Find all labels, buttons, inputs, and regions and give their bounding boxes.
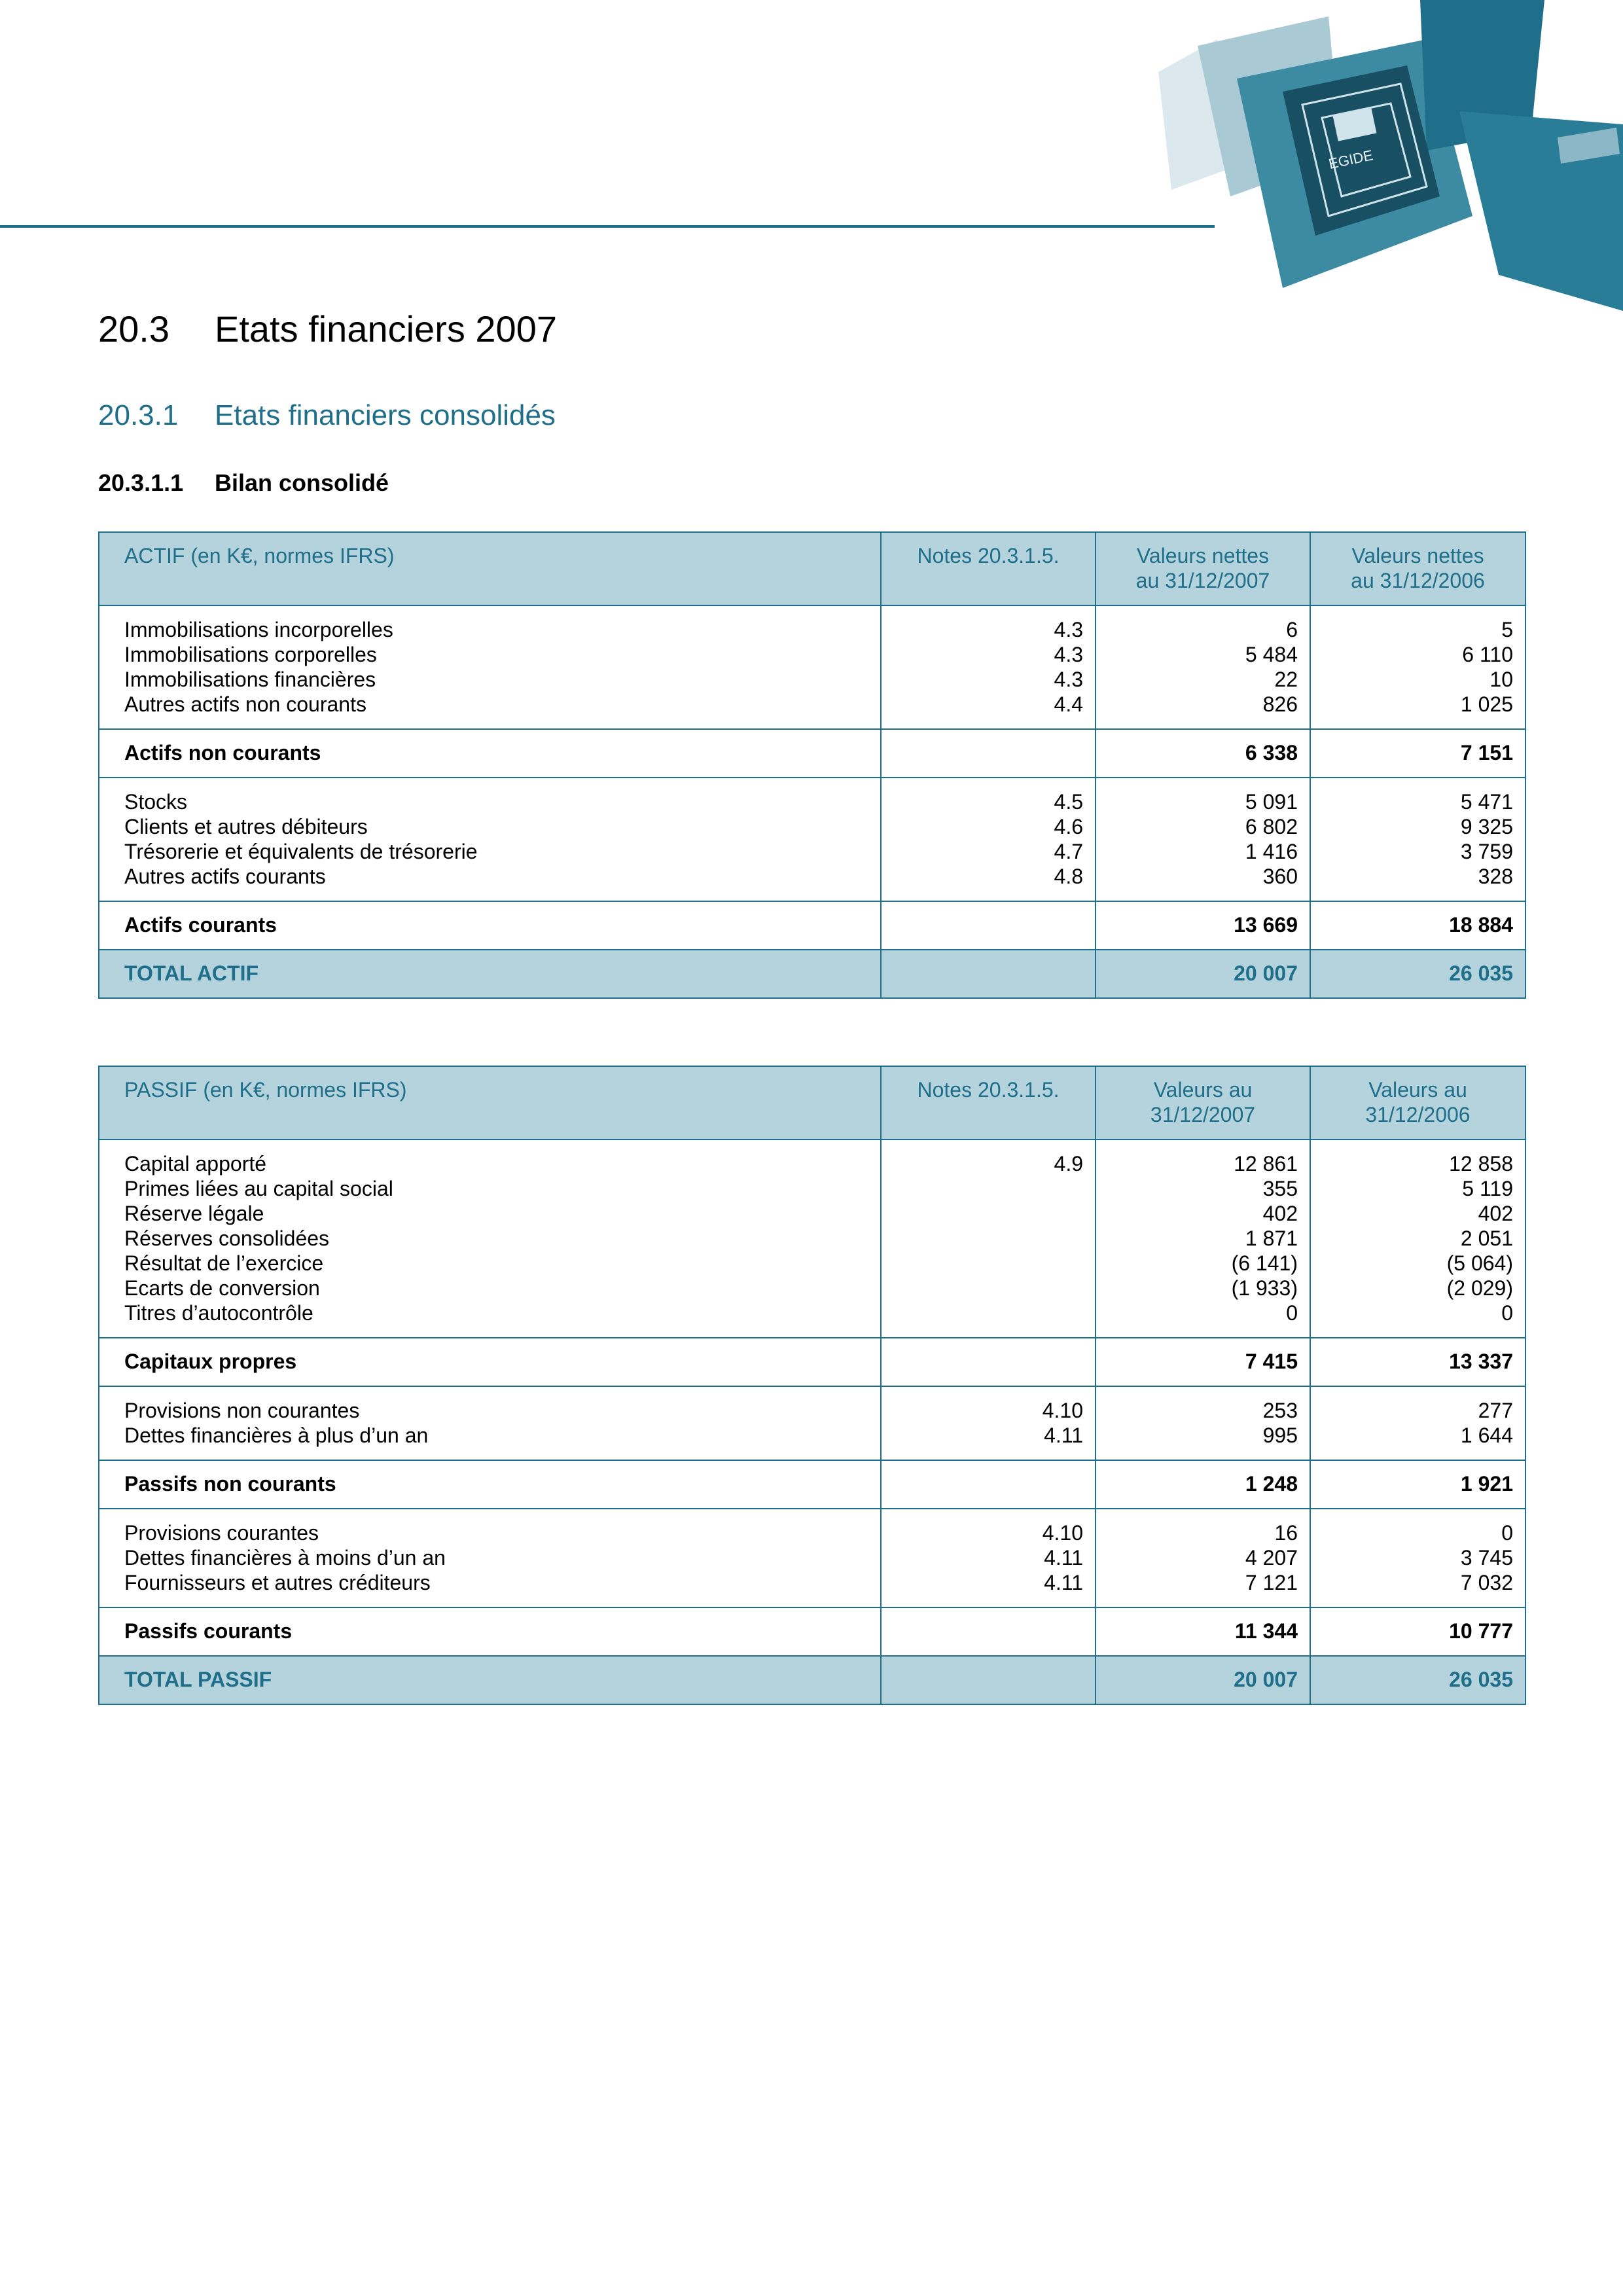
passif-group-2 xyxy=(99,1386,1525,1460)
passif-group-1-notes-cell xyxy=(881,1139,1096,1338)
actif-header-row xyxy=(99,532,1525,605)
subtotal-notes xyxy=(881,901,1096,950)
actif-header-2006: Valeurs nettes au 31/12/2006 xyxy=(1310,532,1525,605)
section-number: 20.3 xyxy=(98,308,169,350)
table-cell: 10 xyxy=(1489,668,1513,691)
table-cell: 5 119 xyxy=(1462,1177,1513,1200)
subtotal-label: Capitaux propres xyxy=(99,1338,881,1386)
section-heading-20-3-1 xyxy=(98,399,556,432)
table-cell: 4.9 xyxy=(1054,1152,1083,1175)
table-cell: Résultat de l’exercice xyxy=(124,1251,324,1275)
passif-group-1-label-cell xyxy=(99,1139,881,1338)
total-value-2006: 26 035 xyxy=(1310,1656,1525,1704)
table-cell: 2 051 xyxy=(1460,1227,1513,1250)
table-cell: 402 xyxy=(1262,1202,1298,1225)
actif-group-1-notes-cell xyxy=(881,605,1096,729)
table-cell: 6 110 xyxy=(1462,643,1513,666)
passif-table xyxy=(98,1066,1526,1705)
passif-subtotal-row xyxy=(99,1460,1525,1509)
table-cell: 328 xyxy=(1478,865,1513,888)
table-cell: 4.10 xyxy=(1042,1521,1083,1545)
table-cell: 277 xyxy=(1478,1399,1513,1422)
subtotal-value-2006: 7 151 xyxy=(1310,729,1525,778)
passif-group-3 xyxy=(99,1509,1525,1607)
table-cell: 12 861 xyxy=(1234,1152,1298,1175)
table-cell: 3 745 xyxy=(1460,1546,1513,1570)
table-cell: 4.7 xyxy=(1054,840,1083,863)
table-cell: 0 xyxy=(1286,1301,1298,1325)
actif-group-2 xyxy=(99,778,1525,901)
table-cell: 4.10 xyxy=(1042,1399,1083,1422)
subtotal-notes xyxy=(881,729,1096,778)
table-cell: Primes liées au capital social xyxy=(124,1177,393,1200)
table-cell: 5 471 xyxy=(1460,790,1513,814)
total-value-2007: 20 007 xyxy=(1096,1656,1310,1704)
passif-group-2-notes-cell xyxy=(881,1386,1096,1460)
section-heading-20-3-1-1 xyxy=(98,469,389,497)
table-cell: Provisions non courantes xyxy=(124,1399,360,1422)
actif-total-row xyxy=(99,950,1525,998)
subtotal-value-2006: 1 921 xyxy=(1310,1460,1525,1509)
table-cell: Stocks xyxy=(124,790,188,814)
table-cell: 4.3 xyxy=(1054,668,1083,691)
table-cell: 4.6 xyxy=(1054,815,1083,838)
actif-group-1-value-2007-cell xyxy=(1096,605,1310,729)
passif-group-3-value-2006-cell xyxy=(1310,1509,1525,1607)
subtotal-label: Actifs non courants xyxy=(99,729,881,778)
table-cell: 1 871 xyxy=(1245,1227,1298,1250)
total-value-2006: 26 035 xyxy=(1310,950,1525,998)
table-cell: 7 032 xyxy=(1460,1571,1513,1594)
table-cell: 9 325 xyxy=(1460,815,1513,838)
table-cell: Ecarts de conversion xyxy=(124,1276,320,1300)
passif-group-3-value-2007-cell xyxy=(1096,1509,1310,1607)
total-notes xyxy=(881,950,1096,998)
subtotal-notes xyxy=(881,1460,1096,1509)
table-cell xyxy=(882,1276,1083,1300)
table-cell: 826 xyxy=(1262,692,1298,716)
table-cell: 1 416 xyxy=(1245,840,1298,863)
actif-subtotal-row xyxy=(99,729,1525,778)
table-cell: 3 759 xyxy=(1460,840,1513,863)
table-cell: Autres actifs courants xyxy=(124,865,326,888)
passif-group-3-notes-cell xyxy=(881,1509,1096,1607)
table-cell: (6 141) xyxy=(1231,1251,1298,1275)
section-heading-20-3 xyxy=(98,308,557,350)
subtotal-value-2007: 6 338 xyxy=(1096,729,1310,778)
table-cell: Immobilisations corporelles xyxy=(124,643,377,666)
table-cell: 4.8 xyxy=(1054,865,1083,888)
actif-subtotal-row xyxy=(99,901,1525,950)
passif-group-2-label-cell xyxy=(99,1386,881,1460)
section-title: Etats financiers 2007 xyxy=(215,308,557,350)
total-value-2007: 20 007 xyxy=(1096,950,1310,998)
total-label: TOTAL ACTIF xyxy=(99,950,881,998)
actif-header-label: ACTIF (en K€, normes IFRS) xyxy=(99,532,881,605)
subtotal-value-2006: 13 337 xyxy=(1310,1338,1525,1386)
table-cell: Réserve légale xyxy=(124,1202,264,1225)
actif-group-1-value-2006-cell xyxy=(1310,605,1525,729)
subsection-title: Etats financiers consolidés xyxy=(215,399,556,431)
table-cell: 4.4 xyxy=(1054,692,1083,716)
table-cell: 6 802 xyxy=(1245,815,1298,838)
passif-header-2007: Valeurs au 31/12/2007 xyxy=(1096,1066,1310,1139)
banner-logo-text: EGIDE xyxy=(1327,147,1375,172)
table-cell: 4 207 xyxy=(1245,1546,1298,1570)
table-cell: 4.11 xyxy=(1044,1424,1083,1447)
table-cell: 355 xyxy=(1262,1177,1298,1200)
passif-group-3-label-cell xyxy=(99,1509,881,1607)
passif-total-row xyxy=(99,1656,1525,1704)
passif-group-1-value-2006-cell xyxy=(1310,1139,1525,1338)
subtotal-value-2006: 10 777 xyxy=(1310,1607,1525,1656)
actif-group-1-label-cell xyxy=(99,605,881,729)
total-notes xyxy=(881,1656,1096,1704)
actif-group-2-value-2007-cell xyxy=(1096,778,1310,901)
subsection-number: 20.3.1 xyxy=(98,399,179,431)
subtotal-value-2007: 13 669 xyxy=(1096,901,1310,950)
table-cell: Capital apporté xyxy=(124,1152,267,1175)
passif-group-1-value-2007-cell xyxy=(1096,1139,1310,1338)
table-cell: 253 xyxy=(1262,1399,1298,1422)
actif-group-2-label-cell xyxy=(99,778,881,901)
subtotal-value-2006: 18 884 xyxy=(1310,901,1525,950)
table-cell: Immobilisations financières xyxy=(124,668,376,691)
table-cell: 5 091 xyxy=(1245,790,1298,814)
table-cell: Titres d’autocontrôle xyxy=(124,1301,313,1325)
subtotal-label: Actifs courants xyxy=(99,901,881,950)
table-cell: 4.3 xyxy=(1054,618,1083,641)
table-cell: 12 858 xyxy=(1449,1152,1513,1175)
table-cell xyxy=(882,1201,1083,1226)
table-cell: 402 xyxy=(1478,1202,1513,1225)
passif-group-1 xyxy=(99,1139,1525,1338)
actif-group-2-notes-cell xyxy=(881,778,1096,901)
table-cell: 22 xyxy=(1274,668,1298,691)
passif-group-2-value-2007-cell xyxy=(1096,1386,1310,1460)
table-cell xyxy=(882,1300,1083,1325)
table-cell: Fournisseurs et autres créditeurs xyxy=(124,1571,431,1594)
passif-header-notes: Notes 20.3.1.5. xyxy=(881,1066,1096,1139)
table-cell: 7 121 xyxy=(1245,1571,1298,1594)
table-cell xyxy=(882,1176,1083,1201)
table-cell: (5 064) xyxy=(1446,1251,1513,1275)
subsubsection-number: 20.3.1.1 xyxy=(98,469,184,496)
subtotal-notes xyxy=(881,1607,1096,1656)
actif-group-2-value-2006-cell xyxy=(1310,778,1525,901)
table-cell: 4.11 xyxy=(1044,1571,1083,1594)
header-rule xyxy=(0,225,1215,228)
subtotal-value-2007: 11 344 xyxy=(1096,1607,1310,1656)
table-cell: 1 644 xyxy=(1460,1424,1513,1447)
table-cell: Autres actifs non courants xyxy=(124,692,366,716)
actif-table xyxy=(98,531,1526,999)
passif-header-row xyxy=(99,1066,1525,1139)
subtotal-value-2007: 1 248 xyxy=(1096,1460,1310,1509)
table-cell: 5 xyxy=(1501,618,1513,641)
subtotal-notes xyxy=(881,1338,1096,1386)
table-cell: 4.11 xyxy=(1044,1546,1083,1570)
table-cell: Trésorerie et équivalents de trésorerie xyxy=(124,840,478,863)
total-label: TOTAL PASSIF xyxy=(99,1656,881,1704)
actif-group-1 xyxy=(99,605,1525,729)
table-cell xyxy=(882,1251,1083,1276)
table-cell: 1 025 xyxy=(1460,692,1513,716)
subtotal-label: Passifs non courants xyxy=(99,1460,881,1509)
subsubsection-title: Bilan consolidé xyxy=(215,469,389,496)
passif-header-2006: Valeurs au 31/12/2006 xyxy=(1310,1066,1525,1139)
table-cell: Dettes financières à moins d’un an xyxy=(124,1546,446,1570)
passif-subtotal-row xyxy=(99,1338,1525,1386)
table-cell: 995 xyxy=(1262,1424,1298,1447)
table-cell xyxy=(882,1226,1083,1251)
passif-group-2-value-2006-cell xyxy=(1310,1386,1525,1460)
table-cell: 4.3 xyxy=(1054,643,1083,666)
header-banner-graphic xyxy=(1132,0,1623,311)
table-cell: Réserves consolidées xyxy=(124,1227,330,1250)
actif-header-notes: Notes 20.3.1.5. xyxy=(881,532,1096,605)
passif-header-label: PASSIF (en K€, normes IFRS) xyxy=(99,1066,881,1139)
table-cell: Dettes financières à plus d’un an xyxy=(124,1424,429,1447)
table-cell: 0 xyxy=(1501,1301,1513,1325)
table-cell: 6 xyxy=(1286,618,1298,641)
table-cell: 5 484 xyxy=(1245,643,1298,666)
table-cell: Immobilisations incorporelles xyxy=(124,618,393,641)
table-cell: 0 xyxy=(1501,1521,1513,1545)
table-cell: (1 933) xyxy=(1231,1276,1298,1300)
table-cell: (2 029) xyxy=(1446,1276,1513,1300)
passif-subtotal-row xyxy=(99,1607,1525,1656)
table-cell: Clients et autres débiteurs xyxy=(124,815,368,838)
actif-header-2007: Valeurs nettes au 31/12/2007 xyxy=(1096,532,1310,605)
subtotal-value-2007: 7 415 xyxy=(1096,1338,1310,1386)
table-cell: Provisions courantes xyxy=(124,1521,319,1545)
table-cell: 360 xyxy=(1262,865,1298,888)
table-cell: 4.5 xyxy=(1054,790,1083,814)
table-cell: 16 xyxy=(1274,1521,1298,1545)
subtotal-label: Passifs courants xyxy=(99,1607,881,1656)
